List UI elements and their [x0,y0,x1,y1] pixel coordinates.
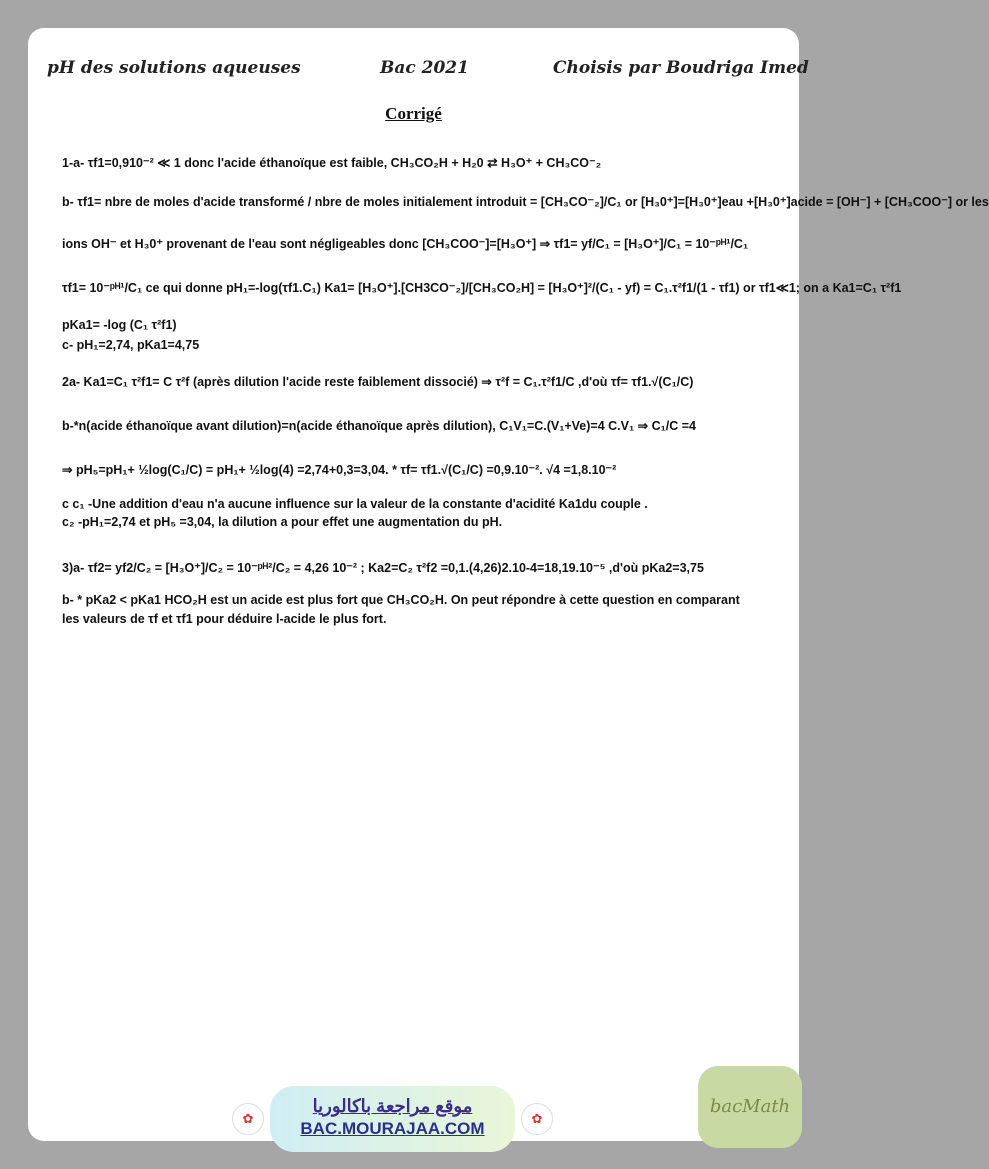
header-subject: pH des solutions aqueuses [47,58,301,78]
site-banner[interactable] [270,1086,515,1152]
answer-line: c- pH₁=2,74, pKa1=4,75 [62,338,200,352]
answer-line: 3)a- τf2= yf2/C₂ = [H₃O⁺]/C₂ = 10⁻ᵖᴴ²/C₂ = 4,26 10⁻² ; Ka2=C₂ τ²f2 =0,1.(4,26)2.10-4=18,19.10⁻⁵ ,d'où pKa2=3,75 [62,561,704,575]
answer-line: ⇒ pH₅=pH₁+ ½log(C₁/C) = pH₁+ ½log(4) =2,74+0,3=3,04. * τf= τf1.√(C₁/C) =0,9.10⁻². √4 =1,8.10⁻² [62,463,617,477]
answer-line: 1-a- τf1=0,910⁻² ≪ 1 donc l'acide éthanoïque est faible, CH₃CO₂H + H₂0 ⇄ H₃O⁺ + CH₃CO⁻₂ [62,156,602,170]
answer-line: b- τf1= nbre de moles d'acide transformé / nbre de moles initialement introduit = [CH₃CO⁻₂]/C₁ or [H₃0⁺]=[H₃0⁺]eau +[H₃0⁺]acide = [OH⁻] + [CH₃COO⁻] or les [62,195,989,209]
answer-line: les valeurs de τf et τf1 pour déduire l-acide le plus fort. [62,612,387,626]
site-name-arabic: موقع مراجعة باكالوريا [312,1096,473,1116]
header-exam: Bac 2021 [380,58,469,78]
answer-line: 2a- Ka1=C₁ τ²f1= C τ²f (après dilution l'acide reste faiblement dissocié) ⇒ τ²f = C₁.τ²f1/C ,d'où τf= τf1.√(C₁/C) [62,375,694,389]
site-url[interactable]: BAC.MOURAJAA.COM [300,1119,485,1138]
answer-line: τf1= 10⁻ᵖᴴ¹/C₁ ce qui donne pH₁=-log(τf1.C₁) Ka1= [H₃O⁺].[CH3CO⁻₂]/[CH₃CO₂H] = [H₃O⁺]²/(C₁ - yf) = C₁.τ²f1/(1 - τf1) or τf1≪1; on a Ka1=C₁ τ²f1 [62,281,902,295]
book-logo-icon: ✿ [521,1103,553,1135]
answer-line: pKa1= -log (C₁ τ²f1) [62,318,177,332]
answer-line: b- * pKa2 < pKa1 HCO₂H est un acide est plus fort que CH₃CO₂H. On peut répondre à cette question en comparant [62,593,740,607]
answer-line: c c₁ -Une addition d'eau n'a aucune influence sur la valeur de la constante d'acidité Ka1du couple . [62,497,648,511]
header-author: Choisis par Boudriga Imed [553,58,809,78]
page-title: Corrigé [385,104,442,123]
answer-line: ions OH⁻ et H₃0⁺ provenant de l'eau sont négligeables donc [CH₃COO⁻]=[H₃O⁺] ⇒ τf1= yf/C₁ = [H₃O⁺]/C₁ = 10⁻ᵖᴴ¹/C₁ [62,237,749,251]
bacmath-logo: bacMath [698,1066,802,1148]
book-logo-icon: ✿ [232,1103,264,1135]
answer-line: c₂ -pH₁=2,74 et pH₅ =3,04, la dilution a pour effet une augmentation du pH. [62,515,503,529]
answer-line: b-*n(acide éthanoïque avant dilution)=n(acide éthanoïque après dilution), C₁V₁=C.(V₁+Ve)=4 C.V₁ ⇒ C₁/C =4 [62,419,696,433]
